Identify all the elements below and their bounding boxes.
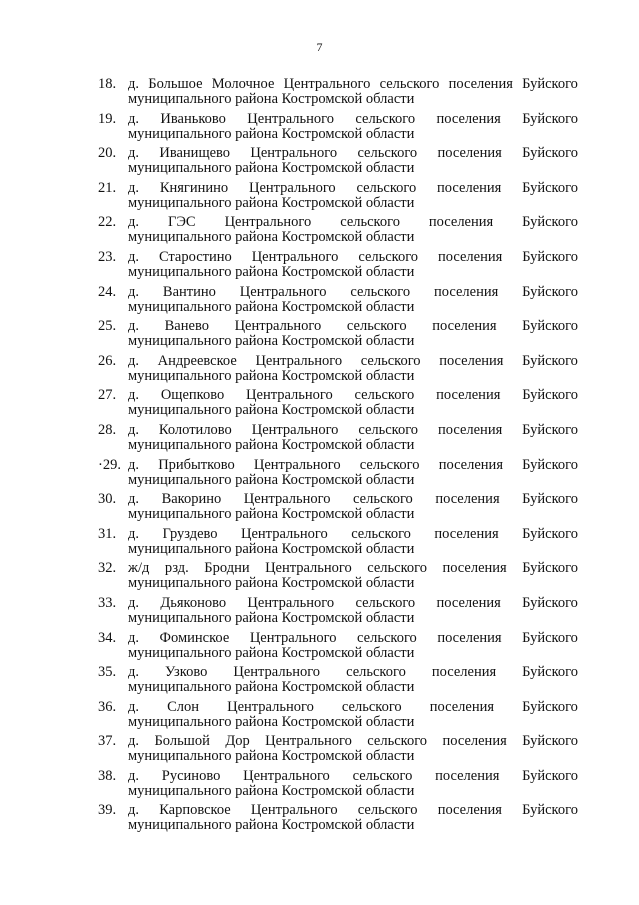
item-word: д. [128, 76, 140, 92]
item-word: Буйского [522, 560, 578, 577]
item-word: д. [128, 802, 140, 819]
item-word: сельского [346, 318, 407, 335]
list-item [98, 660, 578, 695]
item-first-line [128, 214, 578, 230]
item-word: д. [128, 456, 140, 473]
item-second-line: муниципального района Костромской области [128, 679, 415, 696]
item-word: Буйского [522, 76, 578, 92]
item-first-line [128, 284, 578, 300]
item-number: 22. [98, 214, 117, 231]
list-item [98, 487, 578, 522]
item-word: Иваньково [160, 110, 226, 127]
item-word: Буйского [522, 629, 578, 646]
item-word: сельского [367, 560, 427, 577]
item-second-line: муниципального района Костромской области [128, 436, 415, 453]
item-word: Буйского [522, 283, 578, 300]
item-word: Прибытково [158, 456, 235, 473]
item-word: Буйского [522, 767, 578, 784]
item-word: сельского [354, 387, 415, 404]
item-first-line [128, 733, 578, 749]
item-first-line [128, 630, 578, 646]
item-word: д. [128, 767, 140, 784]
item-word: д. [128, 421, 140, 438]
item-word: Дор [225, 733, 250, 750]
item-first-line [128, 560, 578, 576]
item-word: Фоминское [159, 629, 230, 646]
item-word: Центрального [243, 491, 331, 508]
item-word: Центрального [248, 179, 336, 196]
item-second-line: муниципального района Костромской области [128, 506, 415, 523]
item-number: 23. [98, 248, 117, 265]
item-word: поселения [442, 733, 507, 750]
item-word: поселения [435, 491, 500, 508]
item-word: Иванищево [159, 145, 231, 162]
item-word: Центрального [265, 560, 352, 577]
item-word: д. [128, 110, 140, 127]
item-word: Карповское [159, 802, 231, 819]
item-word: Буйского [522, 179, 578, 196]
item-word: поселения [437, 802, 502, 819]
item-word: Дьяконово [160, 594, 227, 611]
item-word: Княгинино [159, 179, 229, 196]
list-item [98, 349, 578, 384]
item-word: д. [128, 491, 140, 508]
item-word: Буйского [522, 733, 578, 750]
item-word: Большой [154, 733, 210, 750]
item-word: поселения [432, 318, 497, 335]
list-item [98, 314, 578, 349]
item-word: поселения [437, 145, 502, 162]
item-first-line [128, 457, 578, 473]
item-word: сельского [341, 698, 402, 715]
item-second-line: муниципального района Костромской области [128, 91, 415, 107]
item-number: 21. [98, 179, 117, 196]
item-word: Центрального [224, 214, 312, 231]
item-number: 20. [98, 145, 117, 162]
item-word: Центрального [233, 664, 321, 681]
item-number: 35. [98, 664, 117, 681]
item-word: поселения [437, 629, 502, 646]
item-number: 34. [98, 629, 117, 646]
item-word: Молочное [211, 76, 275, 92]
item-number: 39. [98, 802, 117, 819]
item-word: Центрального [247, 594, 335, 611]
item-word: сельского [346, 664, 406, 681]
item-word: Буйского [522, 456, 578, 473]
item-second-line: муниципального района Костромской области [128, 748, 415, 765]
item-number: ·29. [98, 456, 121, 473]
item-word: Ощепково [160, 387, 225, 404]
item-word: д. [128, 594, 140, 611]
item-word: Буйского [522, 387, 578, 404]
item-second-line: муниципального района Костромской области [128, 782, 415, 799]
item-word: поселения [448, 76, 513, 92]
item-word: поселения [437, 179, 502, 196]
item-first-line [128, 249, 578, 265]
item-word: сельского [356, 179, 417, 196]
item-word: Буйского [522, 214, 578, 231]
item-word: сельского [358, 248, 419, 265]
item-word: Буйского [522, 110, 578, 127]
item-word: д. [128, 387, 140, 404]
item-first-line [128, 76, 578, 92]
item-word: Узково [165, 664, 208, 681]
item-first-line [128, 111, 578, 127]
item-word: Центрального [234, 318, 322, 335]
item-word: Центрального [246, 387, 333, 404]
item-number: 36. [98, 698, 117, 715]
item-second-line: муниципального района Костромской области [128, 263, 415, 280]
item-word: поселения [431, 664, 497, 681]
item-second-line: муниципального района Костромской области [128, 575, 415, 592]
item-word: Центрального [227, 698, 314, 715]
item-word: поселения [436, 594, 501, 611]
item-word: сельского [355, 594, 416, 611]
item-word: Большое [148, 76, 203, 92]
list-item [98, 176, 578, 211]
item-second-line: муниципального района Костромской области [128, 333, 415, 350]
item-word: Груздево [162, 525, 218, 542]
item-word: д. [128, 698, 140, 715]
item-first-line [128, 526, 578, 542]
page-number: 7 [316, 40, 323, 54]
item-number: 33. [98, 594, 117, 611]
item-first-line [128, 802, 578, 818]
list-item [98, 522, 578, 557]
item-number: 28. [98, 421, 117, 438]
item-word: Центрального [283, 76, 371, 92]
item-first-line [128, 768, 578, 784]
item-word: поселения [442, 560, 507, 577]
item-number: 19. [98, 110, 117, 127]
item-word: поселения [439, 352, 504, 369]
item-word: Буйского [522, 421, 578, 438]
item-word: Центрального [243, 767, 330, 784]
list-item [98, 729, 578, 764]
item-first-line [128, 180, 578, 196]
item-word: Буйского [522, 248, 578, 265]
item-second-line: муниципального района Костромской области [128, 540, 415, 557]
item-first-line [128, 387, 578, 403]
list-item [98, 210, 578, 245]
item-word: д. [128, 525, 140, 542]
item-word: сельского [379, 76, 440, 92]
item-number: 38. [98, 767, 117, 784]
item-word: Центрального [265, 733, 352, 750]
item-second-line: муниципального района Костромской области [128, 402, 415, 419]
item-word: Ванево [164, 318, 209, 335]
item-number: 31. [98, 525, 117, 542]
item-second-line: муниципального района Костромской области [128, 609, 415, 626]
item-word: Центрального [250, 802, 338, 819]
item-first-line [128, 318, 578, 334]
list-item [98, 591, 578, 626]
list-item [98, 107, 578, 142]
item-second-line: муниципального района Костромской области [128, 471, 415, 488]
list-item [98, 453, 578, 488]
item-first-line [128, 664, 578, 680]
item-word: Русиново [161, 767, 221, 784]
item-word: сельского [353, 491, 413, 508]
item-number: 37. [98, 733, 117, 750]
item-word: поселения [436, 387, 501, 404]
settlement-list [98, 72, 578, 833]
item-word: поселения [435, 767, 500, 784]
item-word: д. [128, 352, 140, 369]
list-item [98, 626, 578, 661]
item-word: сельского [357, 629, 417, 646]
item-word: ГЭС [167, 214, 196, 231]
item-word: Центрального [250, 145, 338, 162]
item-word: поселения [438, 456, 503, 473]
item-word: Центрального [253, 456, 341, 473]
item-second-line: муниципального района Костромской области [128, 194, 415, 211]
item-word: сельского [359, 456, 420, 473]
item-word: сельского [357, 802, 418, 819]
item-word: Центрального [249, 629, 337, 646]
item-word: сельского [367, 733, 428, 750]
item-word: Вакорино [161, 491, 222, 508]
item-word: Старостино [158, 248, 232, 265]
item-word: Слон [167, 698, 200, 715]
item-first-line [128, 491, 578, 507]
item-word: Буйского [522, 352, 578, 369]
item-word: Центрального [247, 110, 334, 127]
item-second-line: муниципального района Костромской области [128, 817, 415, 834]
item-first-line [128, 353, 578, 369]
item-word: поселения [437, 248, 503, 265]
item-word: поселения [434, 283, 499, 300]
item-word: Центрального [255, 352, 343, 369]
list-item [98, 764, 578, 799]
item-second-line: муниципального района Костромской области [128, 298, 415, 315]
item-word: поселения [437, 421, 503, 438]
list-item [98, 695, 578, 730]
item-first-line [128, 699, 578, 715]
item-word: Буйского [522, 525, 578, 542]
item-second-line: муниципального района Костромской области [128, 229, 415, 246]
item-word: Буйского [522, 145, 578, 162]
item-word: поселения [428, 214, 494, 231]
item-number: 26. [98, 352, 117, 369]
item-number: 27. [98, 387, 117, 404]
item-word: Буйского [522, 802, 578, 819]
item-word: д. [128, 145, 140, 162]
list-item [98, 556, 578, 591]
item-word: д. [128, 283, 140, 300]
item-word: сельского [340, 214, 400, 231]
item-second-line: муниципального района Костромской области [128, 644, 415, 661]
item-word: Буйского [522, 594, 578, 611]
item-number: 25. [98, 318, 117, 335]
item-word: Вантино [162, 283, 216, 300]
item-word: д. [128, 629, 140, 646]
item-second-line: муниципального района Костромской области [128, 713, 415, 730]
item-word: Центрального [239, 283, 327, 300]
item-word: Буйского [522, 318, 578, 335]
item-word: д. [128, 214, 140, 231]
item-word: сельского [352, 767, 413, 784]
item-word: Колотилово [158, 421, 232, 438]
item-word: Центрального [251, 248, 339, 265]
item-second-line: муниципального района Костромской области [128, 367, 415, 384]
list-item [98, 280, 578, 315]
list-item [98, 245, 578, 280]
item-first-line [128, 422, 578, 438]
item-word: Центрального [251, 421, 339, 438]
item-word: Центрального [241, 525, 328, 542]
item-second-line: муниципального района Костромской области [128, 125, 415, 142]
item-word: сельского [350, 283, 411, 300]
item-word: сельского [355, 110, 416, 127]
item-word: сельского [357, 145, 418, 162]
item-number: 30. [98, 491, 117, 508]
item-word: д. [128, 248, 140, 265]
item-word: поселения [429, 698, 495, 715]
item-word: Андреевское [157, 352, 237, 369]
item-word: Буйского [522, 698, 578, 715]
item-word: Буйского [522, 491, 578, 508]
item-word: Бродни [204, 560, 250, 577]
item-word: сельского [360, 352, 421, 369]
list-item [98, 798, 578, 833]
item-number: 18. [98, 76, 117, 92]
item-word: рзд. [164, 560, 189, 577]
item-word: д. [128, 664, 140, 681]
item-word: д. [128, 733, 140, 750]
item-word: поселения [434, 525, 499, 542]
item-word: д. [128, 179, 140, 196]
item-number: 32. [98, 560, 117, 577]
item-number: 24. [98, 283, 117, 300]
item-word: Буйского [522, 664, 578, 681]
item-first-line [128, 595, 578, 611]
item-word: сельского [358, 421, 419, 438]
item-word: поселения [436, 110, 501, 127]
item-word: д. [128, 318, 140, 335]
item-word: сельского [351, 525, 411, 542]
list-item [98, 72, 578, 107]
item-word: ж/д [128, 560, 150, 577]
item-second-line: муниципального района Костромской области [128, 160, 415, 177]
item-first-line [128, 145, 578, 161]
list-item [98, 141, 578, 176]
list-item [98, 383, 578, 418]
list-item [98, 418, 578, 453]
